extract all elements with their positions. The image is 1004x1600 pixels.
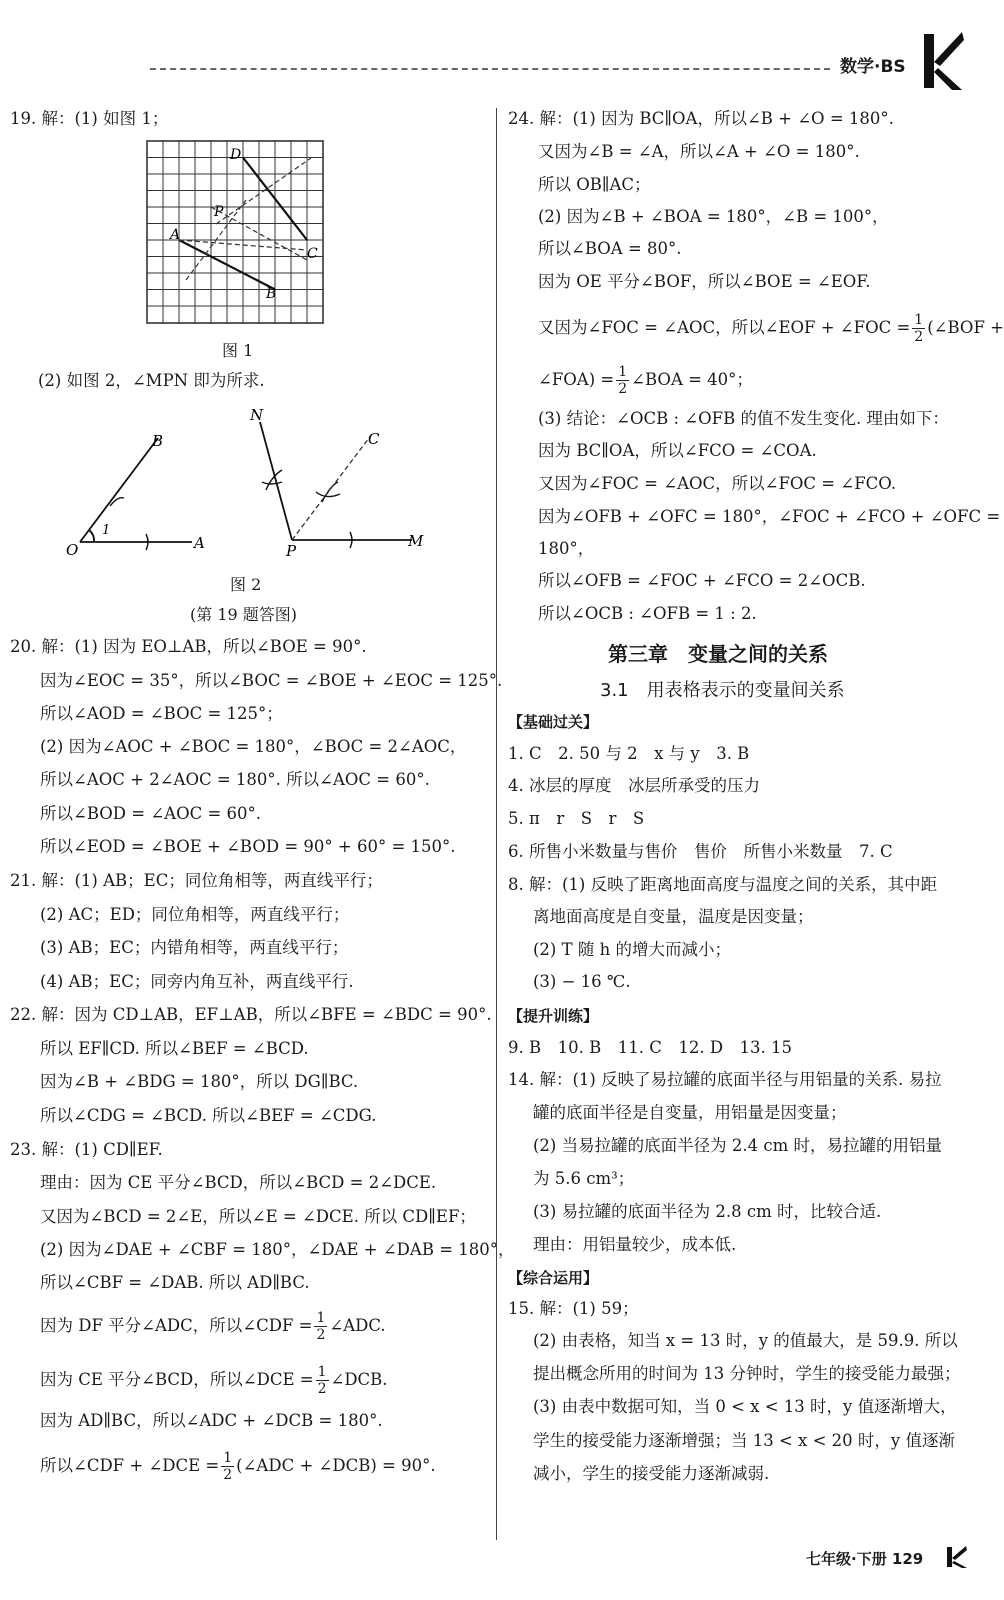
footer-logo-icon [944, 1544, 970, 1570]
q23-line: 又因为∠BCD = 2∠E，所以∠E = ∠DCE. 所以 CD∥EF； [40, 1207, 476, 1226]
half-fraction: $\frac{1}{2}$ [618, 364, 628, 397]
improve-line: 为 5.6 cm³； [533, 1169, 635, 1188]
chapter-title: 第三章 变量之间的关系 [608, 642, 828, 666]
q21-line: 21. 解：(1) AB；EC；同位角相等，两直线平行； [10, 871, 383, 890]
header-rule [150, 68, 830, 70]
q24-line: 又因为∠B = ∠A，所以∠A + ∠O = 180°. [538, 142, 860, 161]
q19-line2: (2) 如图 2，∠MPN 即为所求. [38, 371, 265, 390]
improve-line: 9. B 10. B 11. C 12. D 13. 15 [508, 1038, 793, 1057]
fig1-label-c: C [307, 246, 318, 262]
improve-line: 14. 解：(1) 反映了易拉罐的底面半径与用铝量的关系. 易拉 [508, 1070, 942, 1089]
fig2-label-m: M [408, 532, 424, 550]
q21-line: (4) AB；EC；同旁内角互补，两直线平行. [40, 972, 354, 991]
header-subject: 数学·BS [840, 57, 906, 77]
basic-line: 5. π r S r S [508, 809, 645, 828]
q21-line: (3) AB；EC；内错角相等，两直线平行； [40, 938, 349, 957]
fig1-label-p: P [214, 204, 224, 220]
q20-line: 所以∠BOD = ∠AOC = 60°. [40, 804, 262, 823]
column-divider [496, 108, 497, 1540]
q20-line: 20. 解：(1) 因为 EO⊥AB，所以∠BOE = 90°. [10, 637, 367, 656]
q24-line: 所以∠OFB = ∠FOC + ∠FCO = 2∠OCB. [538, 571, 866, 590]
basic-line: 4. 冰层的厚度 冰层所承受的压力 [508, 776, 760, 795]
improve-section-title: 【提升训练】 [508, 1007, 599, 1025]
figure-2-angles [60, 400, 440, 562]
q24-line: 所以∠OCB : ∠OFB = 1 : 2. [538, 604, 757, 623]
apply-line: 减小，学生的接受能力逐渐减弱. [533, 1464, 770, 1483]
q24-line: (3) 结论：∠OCB : ∠OFB 的值不发生变化. 理由如下： [538, 409, 949, 428]
q24-line: 180°， [538, 539, 595, 558]
fig1-label-d: D [230, 147, 242, 163]
improve-line: 罐的底面半径是自变量，用铝量是因变量； [533, 1103, 847, 1122]
footer-page-label: 七年级·下册 129 [806, 1550, 924, 1568]
improve-line: 理由：用铝量较少，成本低. [533, 1235, 737, 1254]
fig2-label-a: A [194, 534, 205, 552]
basic-line: (3) − 16 ℃. [533, 972, 631, 991]
q22-line: 因为∠B + ∠BDG = 180°，所以 DG∥BC. [40, 1072, 359, 1091]
q19-line1: 19. 解：(1) 如图 1； [10, 109, 169, 128]
half-fraction: $\frac{1}{2}$ [317, 1364, 327, 1397]
q20-line: 因为∠EOC = 35°，所以∠BOC = ∠BOE + ∠EOC = 125°. [40, 671, 503, 690]
q22-line: 22. 解：因为 CD⊥AB，EF⊥AB，所以∠BFE = ∠BDC = 90°. [10, 1005, 492, 1024]
q23-line: 理由：因为 CE 平分∠BCD，所以∠BCD = 2∠DCE. [40, 1173, 437, 1192]
q22-line: 所以 EF∥CD. 所以∠BEF = ∠BCD. [40, 1039, 309, 1058]
fig2-label-1: 1 [102, 523, 111, 538]
figure-1-grid [146, 140, 326, 326]
q24-fraction-line-1: 又因为∠FOC = ∠AOC，所以∠EOF + ∠FOC = $\frac{1}{2}$ (∠BOF + [538, 312, 1004, 345]
q20-line: 所以∠AOD = ∠BOC = 125°； [40, 704, 283, 723]
publisher-logo-icon [918, 28, 966, 94]
apply-line: 学生的接受能力逐渐增强；当 13 < x < 20 时，y 值逐渐 [533, 1431, 955, 1450]
q24-line: (2) 因为∠B + ∠BOA = 180°，∠B = 100°， [538, 207, 889, 226]
section-title: 3.1 用表格表示的变量间关系 [600, 680, 845, 701]
q21-line: (2) AC；ED；同位角相等，两直线平行； [40, 905, 350, 924]
fig19-caption: (第 19 题答图) [190, 605, 298, 624]
q20-line: 所以∠EOD = ∠BOE + ∠BOD = 90° + 60° = 150°. [40, 837, 456, 856]
fig2-label-b: B [152, 432, 164, 450]
apply-line: (3) 由表中数据可知，当 0 < x < 13 时，y 值逐渐增大， [533, 1397, 957, 1416]
fig2-label-o: O [66, 541, 79, 559]
improve-line: (3) 易拉罐的底面半径为 2.8 cm 时，比较合适. [533, 1202, 882, 1221]
apply-line: 提出概念所用的时间为 13 分钟时，学生的接受能力最强； [533, 1364, 961, 1383]
q23-fraction-line-3: 所以∠CDF + ∠DCE = $\frac{1}{2}$ (∠ADC + ∠DCB) = 90°. [40, 1450, 436, 1483]
q24-line: 又因为∠FOC = ∠AOC，所以∠FOC = ∠FCO. [538, 474, 897, 493]
basic-section-title: 【基础过关】 [508, 713, 599, 731]
basic-line: 1. C 2. 50 与 2 x 与 y 3. B [508, 744, 750, 763]
q23-line: 23. 解：(1) CD∥EF. [10, 1140, 163, 1159]
q23-fraction-line-1: 因为 DF 平分∠ADC，所以∠CDF = $\frac{1}{2}$ ∠ADC. [40, 1310, 386, 1343]
q24-line: 因为 BC∥OA，所以∠FCO = ∠COA. [538, 441, 817, 460]
q24-line: 因为∠OFB + ∠OFC = 180°，∠FOC + ∠FCO + ∠OFC = [538, 507, 1001, 526]
q20-line: 所以∠AOC + 2∠AOC = 180°. 所以∠AOC = 60°. [40, 770, 430, 789]
fig2-label-c: C [368, 430, 380, 448]
basic-line: 离地面高度是自变量，温度是因变量； [533, 907, 814, 926]
q23-line: 所以∠CBF = ∠DAB. 所以 AD∥BC. [40, 1273, 310, 1292]
apply-line: (2) 由表格，知当 x = 13 时，y 的值最大，是 59.9. 所以 [533, 1331, 958, 1350]
basic-line: (2) T 随 h 的增大而减小； [533, 940, 731, 959]
q24-line: 因为 OE 平分∠BOF，所以∠BOE = ∠EOF. [538, 272, 871, 291]
q23-line: (2) 因为∠DAE + ∠CBF = 180°，∠DAE + ∠DAB = 180°， [40, 1240, 515, 1259]
fig1-label-b: B [266, 286, 277, 302]
fig2-caption: 图 2 [230, 575, 262, 594]
q24-fraction-line-2: ∠FOA) = $\frac{1}{2}$ ∠BOA = 40°； [538, 364, 753, 397]
basic-line: 8. 解：(1) 反映了距离地面高度与温度之间的关系，其中距 [508, 875, 938, 894]
q23-fraction-line-2: 因为 CE 平分∠BCD，所以∠DCE = $\frac{1}{2}$ ∠DCB. [40, 1364, 388, 1397]
q22-line: 所以∠CDG = ∠BCD. 所以∠BEF = ∠CDG. [40, 1106, 377, 1125]
apply-line: 15. 解：(1) 59； [508, 1299, 639, 1318]
fig2-label-n: N [250, 406, 264, 424]
q20-line: (2) 因为∠AOC + ∠BOC = 180°，∠BOC = 2∠AOC， [40, 737, 467, 756]
fig1-label-a: A [170, 227, 181, 243]
q24-line: 所以∠BOA = 80°. [538, 239, 682, 258]
half-fraction: $\frac{1}{2}$ [316, 1310, 326, 1343]
half-fraction: $\frac{1}{2}$ [223, 1450, 233, 1483]
q24-line: 所以 OB∥AC； [538, 175, 651, 194]
improve-line: (2) 当易拉罐的底面半径为 2.4 cm 时，易拉罐的用铝量 [533, 1136, 942, 1155]
apply-section-title: 【综合运用】 [508, 1269, 599, 1287]
fig1-caption: 图 1 [222, 341, 254, 360]
half-fraction: $\frac{1}{2}$ [914, 312, 924, 345]
fig2-label-p: P [286, 542, 297, 560]
basic-line: 6. 所售小米数量与售价 售价 所售小米数量 7. C [508, 842, 893, 861]
q24-line: 24. 解：(1) 因为 BC∥OA，所以∠B + ∠O = 180°. [508, 109, 894, 128]
q23-line: 因为 AD∥BC，所以∠ADC + ∠DCB = 180°. [40, 1411, 383, 1430]
